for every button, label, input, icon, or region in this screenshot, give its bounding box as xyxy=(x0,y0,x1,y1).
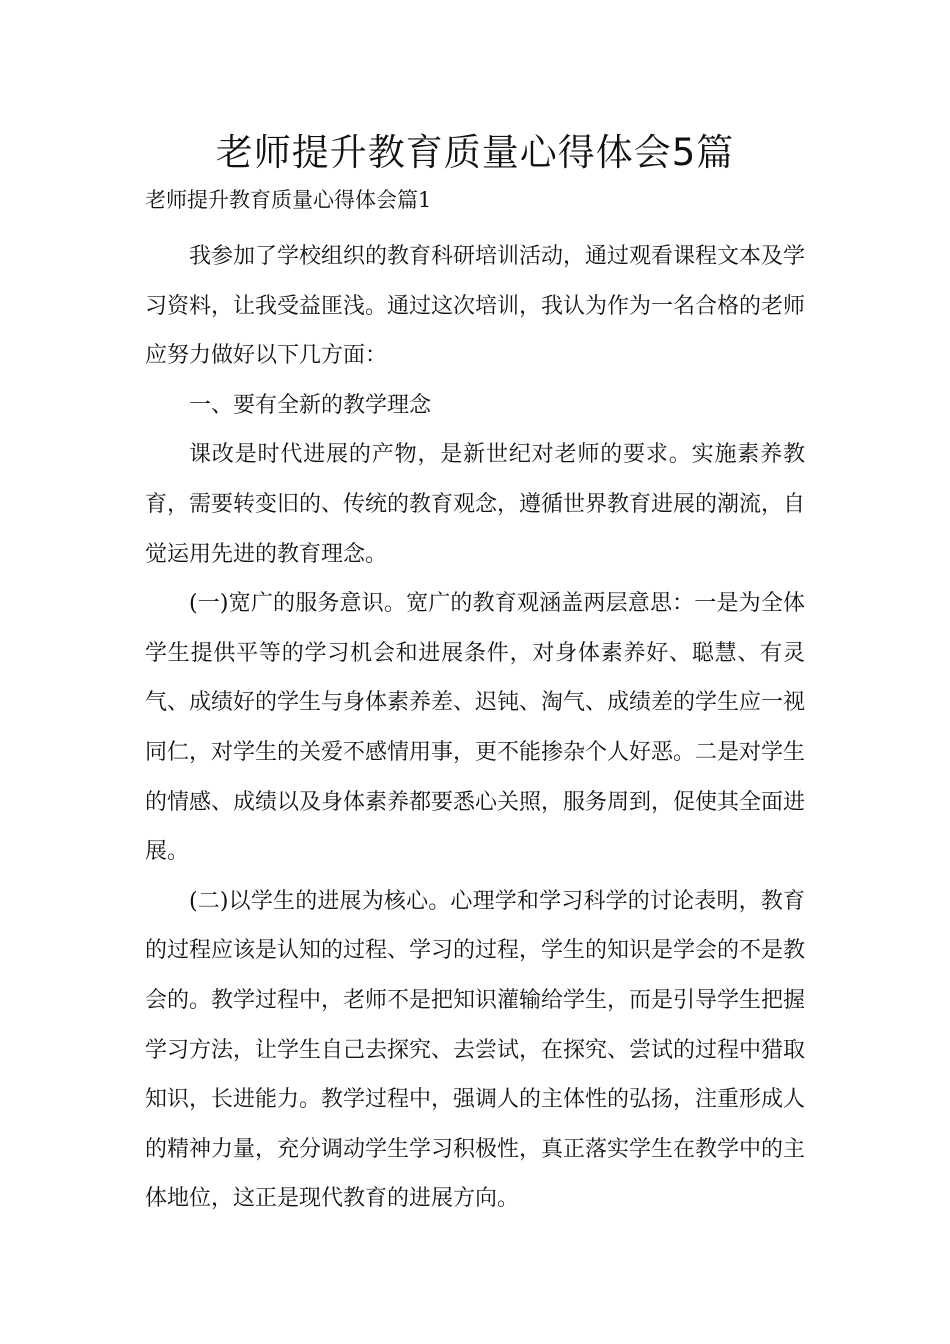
paragraph-heading-1: 一、要有全新的教学理念 xyxy=(189,392,432,418)
document-body xyxy=(145,232,805,1224)
section-heading: 老师提升教育质量心得体会篇1 xyxy=(145,188,432,212)
paragraph-student-centered: (二)以学生的进展为核心。心理学和学习科学的讨论表明，教育的过程应该是认知的过程、学习的过程，学生的知识是学会的不是教会的。教学过程中，老师不是把知识灌输给学生，而是引导学生把握学习方法，让学生自己去探究、去尝试，在探究、尝试的过程中猎取知识，长进能力。教学过程中，强调人的主体性的弘扬，注重形成人的精神力量，充分调动学生学习积极性，真正落实学生在教学中的主体地位，这正是现代教育的进展方向。 xyxy=(145,888,806,1212)
paragraph-service-awareness: (一)宽广的服务意识。宽广的教育观涵盖两层意思：一是为全体学生提供平等的学习机会和进展条件，对身体素养好、聪慧、有灵气、成绩好的学生与身体素养差、迟钝、淘气、成绩差的学生应一视同仁，对学生的关爱不感情用事，更不能掺杂个人好恶。二是对学生的情感、成绩以及身体素养都要悉心关照，服务周到，促使其全面进展。 xyxy=(145,591,806,865)
document-title: 老师提升教育质量心得体会5篇 xyxy=(215,131,735,174)
paragraph-reform: 课改是时代进展的产物，是新世纪对老师的要求。实施素养教育，需要转变旧的、传统的教育观念，遵循世界教育进展的潮流，自觉运用先进的教育理念。 xyxy=(145,442,806,567)
paragraph-intro: 我参加了学校组织的教育科研培训活动，通过观看课程文本及学习资料，让我受益匪浅。通过这次培训，我认为作为一名合格的老师应努力做好以下几方面： xyxy=(145,244,806,369)
